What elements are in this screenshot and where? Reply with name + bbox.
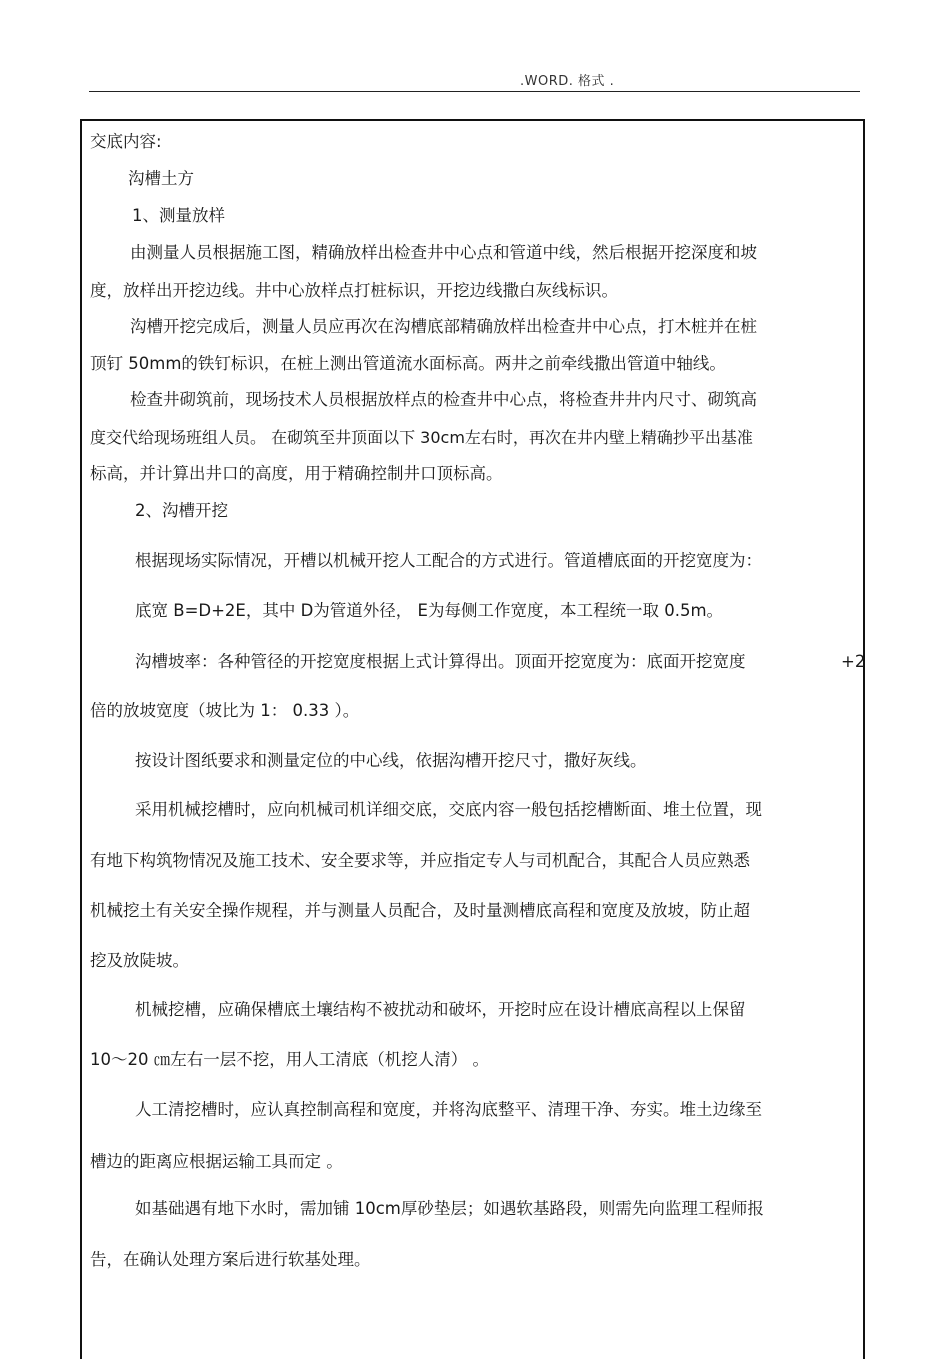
subsection-heading: 2、沟槽开挖 <box>135 501 228 520</box>
page-header: .WORD. 格式 . <box>520 74 615 89</box>
paragraph-line: 采用机械挖槽时，应向机械司机详细交底，交底内容一般包括挖槽断面、堆土位置，现 <box>135 800 762 819</box>
paragraph-line: 沟槽开挖完成后，测量人员应再次在沟槽底部精确放样出检查井中心点，打木桩并在桩 <box>130 317 757 336</box>
paragraph-line: 度，放样出开挖边线。井中心放样点打桩标识，开挖边线撒白灰线标识。 <box>90 281 618 300</box>
formula-line: 底宽 B=D+2E，其中 D为管道外径， E为每侧工作宽度，本工程统一取 0.5m。 <box>135 601 724 620</box>
paragraph-line: 倍的放坡宽度（坡比为 1： 0.33 ）。 <box>90 701 360 720</box>
paragraph-line: 检查井砌筑前，现场技术人员根据放样点的检查井中心点，将检查井井内尺寸、砌筑高 <box>130 390 757 409</box>
paragraph-line: 10～20 ㎝左右一层不挖，用人工清底（机挖人清） 。 <box>90 1050 489 1069</box>
paragraph-line: 顶钉 50mm的铁钉标识，在桩上测出管道流水面标高。两井之前牵线撒出管道中轴线。 <box>90 354 726 373</box>
paragraph-line: 人工清挖槽时，应认真控制高程和宽度，并将沟底整平、清理干净、夯实。堆土边缘至 <box>135 1100 762 1119</box>
section-heading: 沟槽土方 <box>128 169 194 188</box>
paragraph-line: 槽边的距离应根据运输工具而定 。 <box>90 1152 343 1171</box>
paragraph-line: 标高，并计算出井口的高度，用于精确控制井口顶标高。 <box>90 464 503 483</box>
paragraph-line: 度交代给现场班组人员。 在砌筑至井顶面以下 30cm左右时，再次在井内壁上精确抄平出基准 <box>90 428 753 447</box>
paragraph-line: 如基础遇有地下水时，需加铺 10cm厚砂垫层；如遇软基路段，则需先向监理工程师报 <box>135 1199 764 1218</box>
paragraph-line: 由测量人员根据施工图，精确放样出检查井中心点和管道中线，然后根据开挖深度和坡 <box>130 243 757 262</box>
paragraph-line: 沟槽坡率：各种管径的开挖宽度根据上式计算得出。顶面开挖宽度为：底面开挖宽度 <box>135 652 746 671</box>
paragraph-line: 机械挖土有关安全操作规程，并与测量人员配合，及时量测槽底高程和宽度及放坡，防止超 <box>90 901 750 920</box>
paragraph-line: 挖及放陡坡。 <box>90 951 189 970</box>
paragraph-line-tail: +2 <box>841 652 866 671</box>
header-divider <box>89 91 860 92</box>
paragraph-line: 根据现场实际情况，开槽以机械开挖人工配合的方式进行。管道槽底面的开挖宽度为： <box>135 551 762 570</box>
paragraph-line: 告，在确认处理方案后进行软基处理。 <box>90 1250 371 1269</box>
section-label: 交底内容: <box>90 132 162 151</box>
subsection-heading: 1、测量放样 <box>132 206 225 225</box>
paragraph-line: 按设计图纸要求和测量定位的中心线，依据沟槽开挖尺寸，撒好灰线。 <box>135 751 647 770</box>
content-box <box>80 119 865 1359</box>
paragraph-line: 有地下构筑物情况及施工技术、安全要求等，并应指定专人与司机配合，其配合人员应熟悉 <box>90 851 750 870</box>
paragraph-line: 机械挖槽，应确保槽底土壤结构不被扰动和破坏，开挖时应在设计槽底高程以上保留 <box>135 1000 746 1019</box>
